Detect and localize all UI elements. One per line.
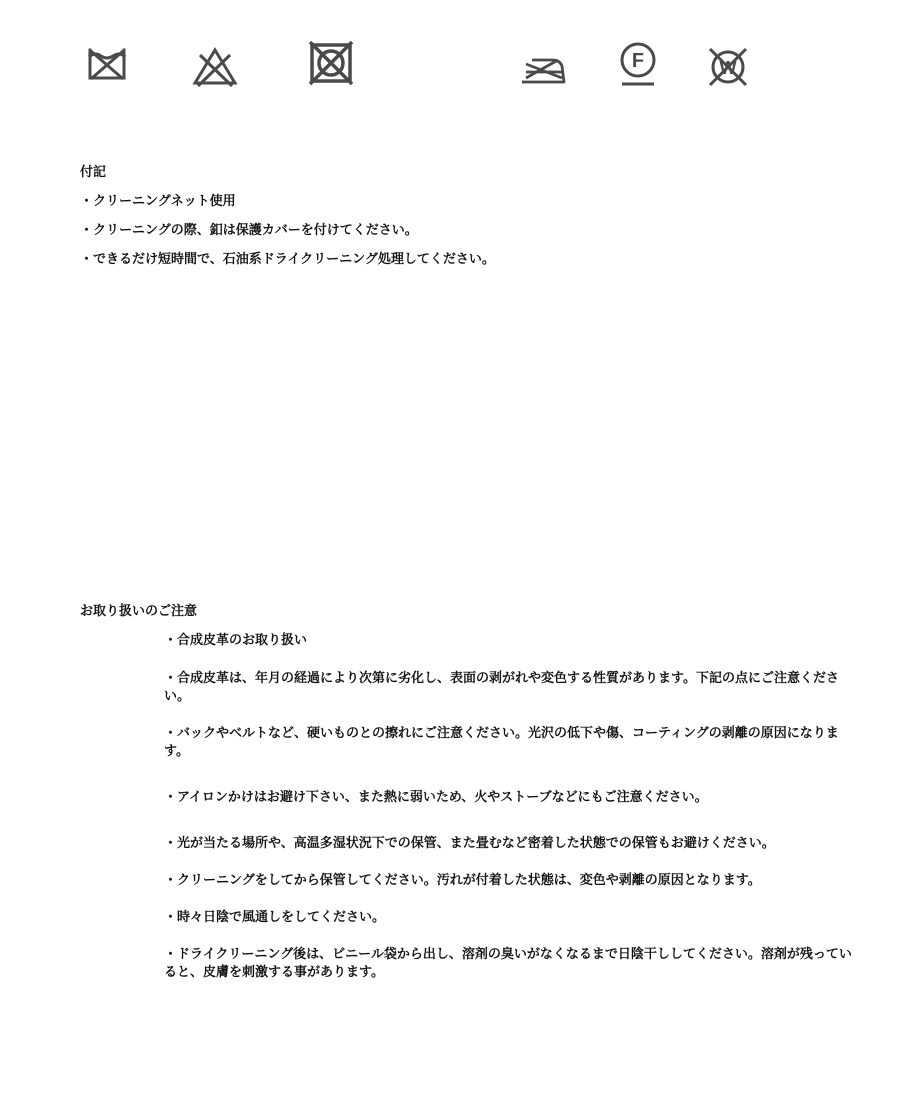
notes-line-dry-cleaning: ・できるだけ短時間で、石油系ドライクリーニング処理してください。 [80,252,495,267]
caution-item-synthetic-leather-handling: ・合成皮革のお取り扱い [164,633,308,648]
caution-list [164,632,854,982]
no-wet-clean-icon [704,44,752,90]
notes-section [80,163,860,279]
caution-item-ironing: ・アイロンかけはお避け下さい、また熱に弱いため、火やストーブなどにもご注意ください。 [164,790,708,805]
notes-line-cleaning-net: ・クリーニングネット使用 [80,194,236,209]
caution-item-clean-before-storage: ・クリーニングをしてから保管してください。汚れが付着した状態は、変色や剥離の原因となります。 [164,873,761,888]
notes-title: 付記 [80,165,107,180]
caution-item-after-dry-cleaning: ・ドライクリーニング後は、ビニール袋から出し、溶剤の臭いがなくなるまで日陰干ししてください。溶剤が残っていると、皮膚を刺激する事があります。 [164,947,852,980]
caution-section [80,602,870,1001]
caution-item-deterioration: ・合成皮革は、年月の経過により次第に劣化し、表面の剥がれや変色する性質があります。下記の点にご注意ください。 [164,671,839,704]
svg-text:W: W [719,58,737,78]
caution-item-friction: ・バックやベルトなど、硬いものとの擦れにご注意ください。光沢の低下や傷、コーティングの剥離の原因になります。 [164,726,839,759]
low-iron-with-cloth-icon [518,48,568,86]
no-wash-icon [86,44,128,84]
no-tumble-dry-icon [306,40,356,86]
caution-item-storage-conditions: ・光が当たる場所や、高温多湿状況下での保管、また畳むなど密着した状態での保管もお避けください。 [164,836,775,851]
caution-item-air-in-shade: ・時々日陰で風通しをしてください。 [164,910,386,925]
caution-heading: お取り扱いのご注意 [80,604,198,619]
svg-text:F: F [631,50,645,72]
no-bleach-icon [190,46,240,88]
notes-line-button-cover: ・クリーニングの際、釦は保護カバーを付けてください。 [80,223,418,238]
petroleum-dry-clean-icon [616,40,660,88]
